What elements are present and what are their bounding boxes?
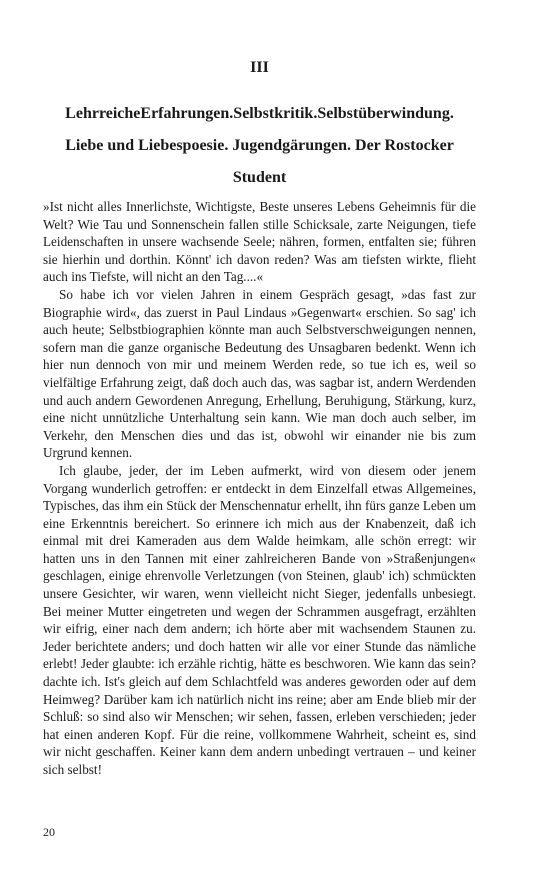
paragraph-1: »Ist nicht alles Innerlichste, Wichtigste, Beste unseres Lebens Geheimnis für die Welt? Wie Tau und Sonnenschein fallen stille Schicksale, zarte Neigungen, tiefe Leidenschaften in unsere wachsende Seele; nähren, formen, entfalten sie; führen sie hierhin und dorthin. Könnt' ich davon reden? Was am tiefsten wirkte, flieht auch ins Tiefste, will nicht an den Tag....« [43, 199, 476, 285]
page-number: 20 [43, 825, 55, 839]
chapter-title-line-1: LehrreicheErfahrungen.Selbstkritik.Selbstüberwindung. [65, 105, 454, 122]
body-text [43, 198, 476, 779]
paragraph-3: Ich glaube, jeder, der im Leben aufmerkt, wird von diesem oder jenem Vorgang wunderlich getroffen: er entdeckt in dem Einzelfall etwas Allgemeines, Typisches, das ihm ein Stück der Menschennatur erhellt, ihn fürs ganze Leben um eine Erkenntnis bereichert. So erinnere ich mich aus der Knabenzeit, daß ich einmal mit drei Kameraden aus dem Walde heimkam, alle schön erregt: wir hatten uns in den Tannen mit einer zahlreicheren Bande von »Straßenjungen« geschlagen, einige ehrenvolle Verletzungen (von Steinen, glaub' ich) schmückten unsere Gesichter, wir waren, wenn vielleicht nicht Sieger, jedenfalls unbesiegt. Bei meiner Mutter eingetreten und wegen der Schrammen ausgefragt, erzählten wir eifrig, einer nach dem andern; ich hörte aber mit wachsendem Staunen zu. Jeder berichtete anders; und doch hatten wir alle vor einer Stunde das nämliche erlebt! Jeder glaubte: ich erzähle richtig, hätte es beschworen. Wie kann das sein? dachte ich. Ist's gleich auf dem Schlachtfeld was anderes geworden oder auf dem Heimweg? Darüber kam ich natürlich nicht ins reine; aber am Ende blieb mir der Schluß: so sind also wir Menschen; wir sehen, fassen, erleben verschieden; jeder hat einen anderen Kopf. Für die reine, vollkommene Wahrheit, scheint es, sind wir nicht geschaffen. Keiner kann dem andern unbedingt vertrauen – und keiner sich selbst! [43, 462, 476, 777]
paragraph-2: So habe ich vor vielen Jahren in einem Gespräch gesagt, »das fast zur Biographie wird«, das zuerst in Paul Lindaus »Gegenwart« erschien. So sag' ich auch heute; Selbstbiographien könnte man auch Selbstverschweigungen nennen, sofern man die ganze organische Bedeutung des Unsagbaren bedenkt. Wenn ich hier nun dennoch von mir und meinem Werden rede, so tue ich es, weil so vielfältige Erfahrung zeigt, daß doch auch das, was sagbar ist, andern Werdenden und auch andern Gewordenen Anregung, Erhellung, Beruhigung, Stärkung, kurz, eine nicht unnützliche Unterhaltung sein kann. Wie man doch auch selber, im Verkehr, den Menschen dies und das ist, obwohl wir einander nie bis zum Urgrund kennen. [43, 286, 476, 461]
chapter-title-line-3: Student [232, 169, 287, 186]
chapter-number: III [250, 59, 269, 76]
chapter-title [43, 98, 476, 194]
chapter-title-line-2: Liebe und Liebespoesie. Jugendgärungen. Der Rostocker [65, 137, 454, 154]
